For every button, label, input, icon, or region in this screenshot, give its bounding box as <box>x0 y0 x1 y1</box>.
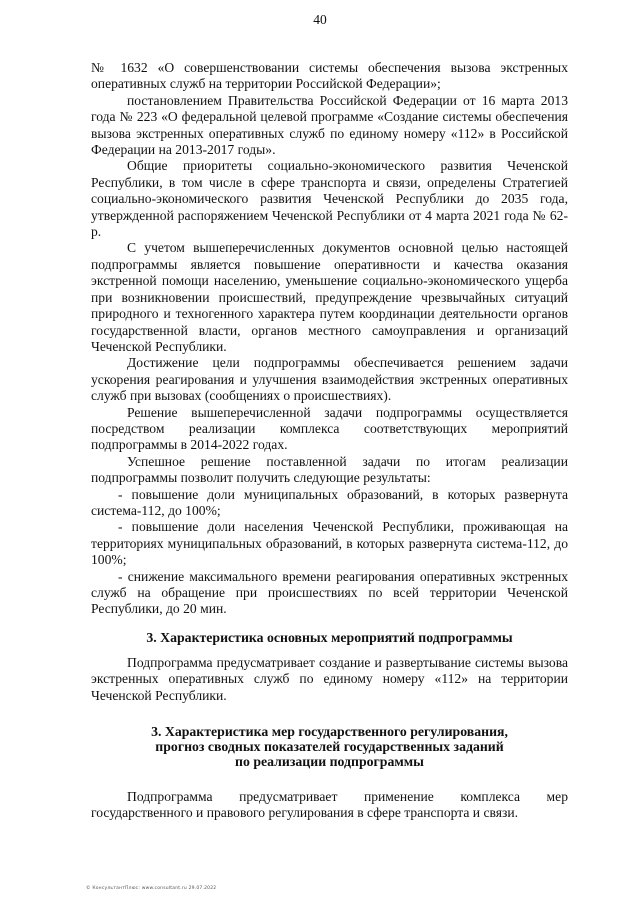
paragraph-activities: Подпрограмма предусматривает создание и развертывание системы вызова экстренных оперативных служб по единому номеру «112» на территории Чеченской Республики. <box>91 654 568 703</box>
result-bullet-population: - повышение доли населения Чеченской Республики, проживающая на территориях муниципальных образований, в которых развернута система-112, до 100%; <box>91 519 568 568</box>
paragraph-task: Достижение цели подпрограммы обеспечивается решением задачи ускорения реагирования и улучшения взаимодействия экстренных оперативных служб при вызовах (сообщениях о происшествиях). <box>91 355 568 404</box>
paragraph-results-intro: Успешное решение поставленной задачи по итогам реализации подпрограммы позволит получить следующие результаты: <box>91 453 568 486</box>
paragraph-solution: Решение вышеперечисленной задачи подпрограммы осуществляется посредством реализации комплекса соответствующих мероприятий подпрограммы в 2014-2022 годах. <box>91 404 568 453</box>
paragraph-decree: постановлением Правительства Российской Федерации от 16 марта 2013 года № 223 «О федеральной целевой программе «Создание системы обеспечения вызова экстренных оперативных служб по единому номеру «112» в Российской Федерации на 2013-2017 годы». <box>91 92 568 158</box>
result-bullet-municipalities: - повышение доли муниципальных образований, в которых развернута система-112, до 100%; <box>91 486 568 518</box>
paragraph-regulation: Подпрограмма предусматривает применение комплекса мер государственного и правового регулирования в сфере транспорта и связи. <box>91 789 568 821</box>
result-bullet-response-time: - снижение максимального времени реагирования оперативных экстренных служб на обращение при происшествиях по всей территории Чеченской Республики, до 20 мин. <box>91 568 568 617</box>
paragraph-goal: С учетом вышеперечисленных документов основной целью настоящей подпрограммы является повышение оперативности и качества оказания экстренной помощи населению, уменьшение социально-экономического ущерба при возникновении происшествий, предупреждение чрезвычайных ситуаций природного и техногенного характера путем координации деятельности органов государственной власти, органов местного самоуправления и организаций Чеченской Республики. <box>91 240 568 354</box>
footer-note: © КонсультантПлюс: www.consultant.ru 29.07.2022 <box>86 886 217 891</box>
paragraph-priorities: Общие приоритеты социально-экономического развития Чеченской Республики, в том числе в сфере транспорта и связи, определены Стратегией социально-экономического развития Чеченской Республики до 2035 года, утвержденной распоряжением Чеченской Республики от 4 марта 2021 года № 62-р. <box>91 158 568 240</box>
document-body <box>91 60 568 822</box>
heading-line-1: 3. Характеристика мер государственного регулирования, <box>151 724 508 740</box>
section-heading-regulation <box>91 724 568 769</box>
paragraph-continuation: № 1632 «О совершенствовании системы обеспечения вызова экстренных оперативных служб на территории Российской Федерации»; <box>91 60 568 92</box>
heading-line-2: прогноз сводных показателей государственных заданий <box>155 739 504 755</box>
section-heading-activities: 3. Характеристика основных мероприятий подпрограммы <box>146 629 513 645</box>
page-number: 40 <box>313 12 327 27</box>
heading-line-3: по реализации подпрограммы <box>235 754 424 770</box>
